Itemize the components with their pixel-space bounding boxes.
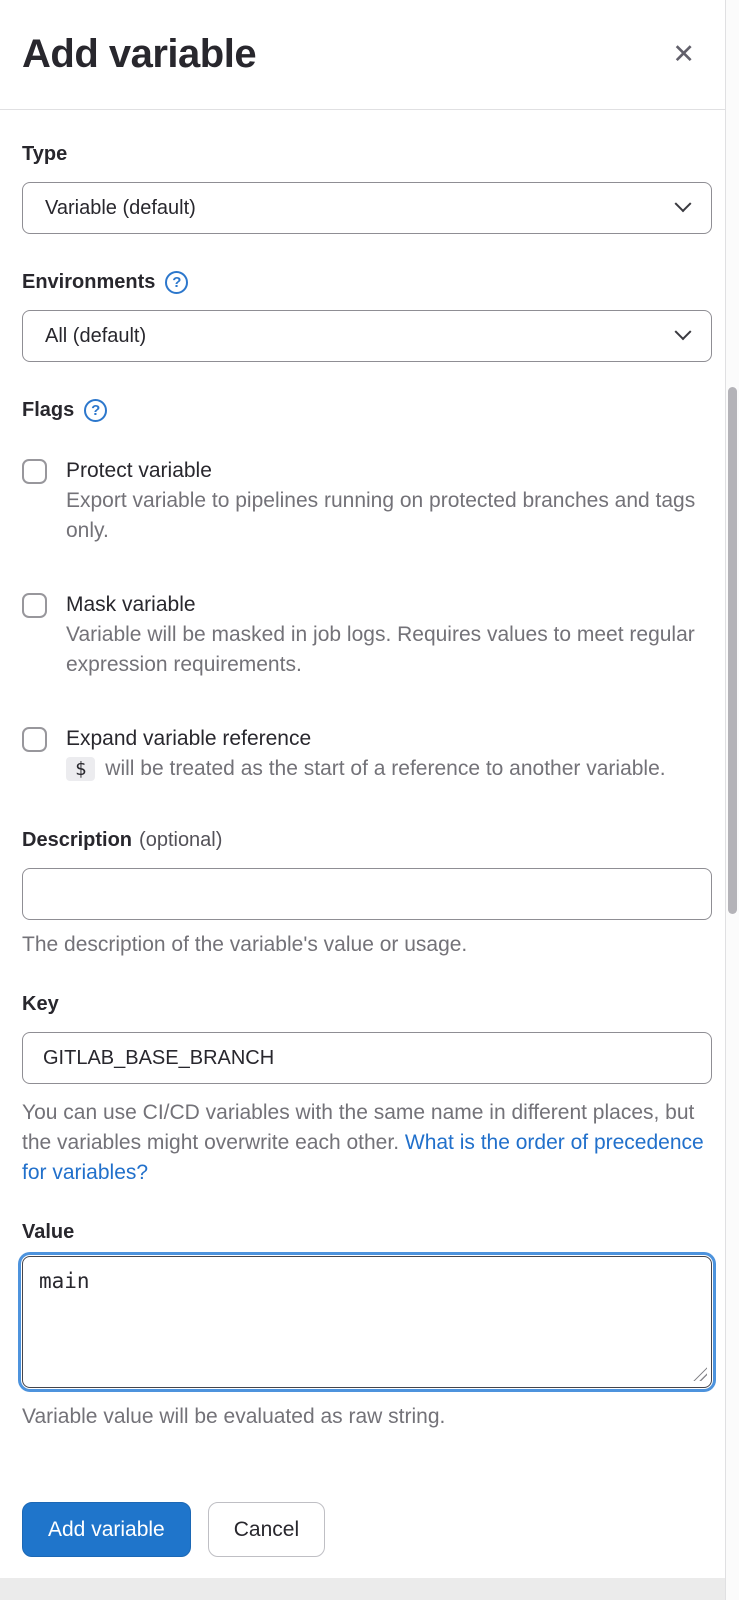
environments-select-value: All (default) [45, 324, 147, 347]
mask-variable-checkbox[interactable] [22, 593, 47, 618]
environments-label: Environments [22, 271, 156, 293]
protect-variable-label[interactable]: Protect variable [66, 459, 212, 482]
type-label: Type [22, 143, 68, 165]
expand-variable-reference-checkbox[interactable] [22, 727, 47, 752]
flag-mask-variable [22, 590, 712, 680]
page-title: Add variable [22, 32, 257, 76]
key-label: Key [22, 993, 59, 1015]
flags-label: Flags [22, 399, 75, 421]
value-help-text: Variable value will be evaluated as raw string. [22, 1405, 446, 1428]
drawer-body [0, 110, 726, 1557]
page-background [0, 1578, 739, 1600]
resize-handle-icon[interactable] [693, 1367, 707, 1381]
key-help-text: You can use CI/CD variables with the same name in different places, but the variables might overwrite each other. What is the order of precedence for variables? [22, 1101, 704, 1184]
close-button[interactable] [668, 37, 699, 72]
actions-row [22, 1502, 712, 1557]
protect-variable-description: Export variable to pipelines running on protected branches and tags only. [66, 489, 696, 542]
description-label: Description [22, 829, 133, 851]
dollar-code-chip: $ [66, 757, 95, 781]
chevron-down-icon [675, 323, 692, 340]
scrollbar-thumb[interactable] [728, 387, 737, 914]
add-variable-button[interactable]: Add variable [22, 1502, 191, 1557]
environments-select[interactable] [22, 310, 712, 362]
drawer-header [0, 0, 739, 110]
expand-variable-reference-description: $ will be treated as the start of a reference to another variable. [66, 754, 712, 784]
cancel-button[interactable]: Cancel [208, 1502, 325, 1557]
chevron-down-icon [675, 195, 692, 212]
flags-help-icon[interactable]: ? [84, 399, 107, 422]
mask-variable-label[interactable]: Mask variable [66, 593, 196, 616]
flag-protect-variable [22, 456, 712, 546]
environments-help-icon[interactable]: ? [165, 271, 188, 294]
type-select-value: Variable (default) [45, 196, 196, 219]
description-input[interactable] [22, 868, 712, 920]
type-select[interactable] [22, 182, 712, 234]
value-input[interactable] [22, 1256, 712, 1388]
mask-variable-description: Variable will be masked in job logs. Requires values to meet regular expression requirements. [66, 623, 695, 676]
expand-variable-reference-label[interactable]: Expand variable reference [66, 727, 312, 750]
scrollbar-track[interactable] [725, 0, 739, 1600]
key-input[interactable] [22, 1032, 712, 1084]
close-icon: ✕ [672, 39, 695, 69]
flag-expand-variable-reference [22, 724, 712, 784]
precedence-link[interactable]: What is the order of precedence for variables? [22, 1131, 704, 1184]
description-help-text: The description of the variable's value or usage. [22, 933, 468, 956]
description-optional-label: (optional) [139, 829, 223, 851]
value-label: Value [22, 1221, 75, 1243]
protect-variable-checkbox[interactable] [22, 459, 47, 484]
